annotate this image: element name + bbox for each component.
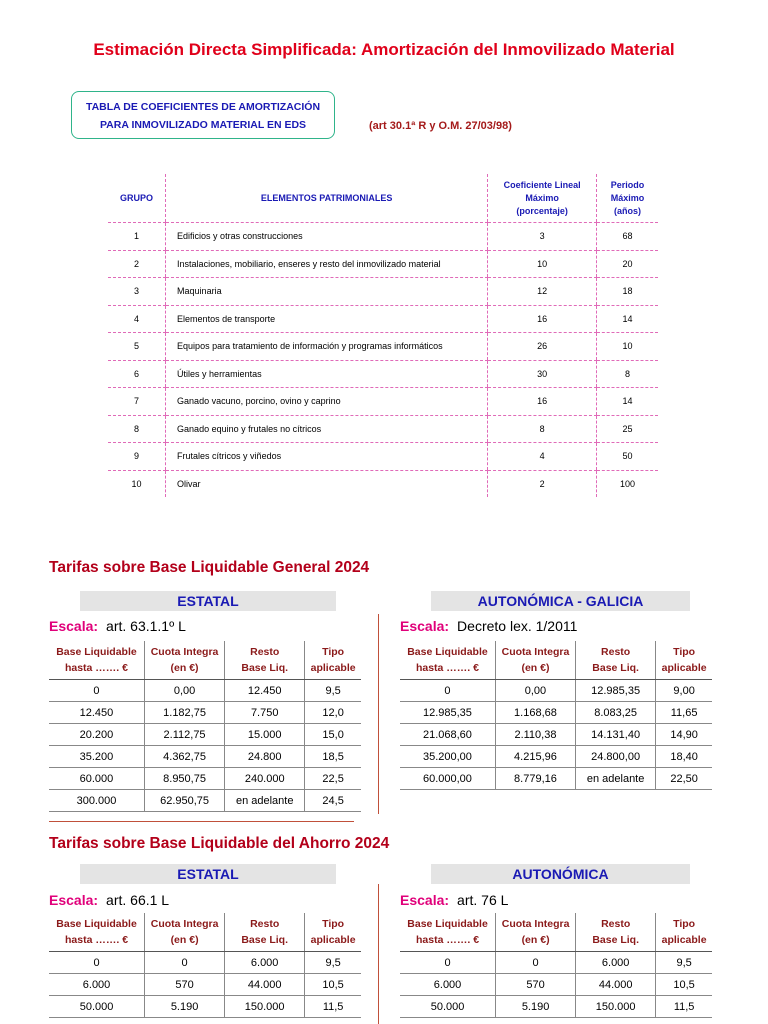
tarifa-header-row bbox=[400, 913, 712, 952]
coefficients-table bbox=[108, 174, 658, 497]
escala-label: Escala: bbox=[400, 892, 450, 908]
table-cell: 6.000 bbox=[49, 974, 145, 996]
grupo-cell: 4 bbox=[108, 305, 166, 333]
grupo-cell: 8 bbox=[108, 415, 166, 443]
escala-label: Escala: bbox=[400, 618, 450, 634]
table-cell: 300.000 bbox=[49, 790, 144, 812]
table-row bbox=[108, 470, 658, 497]
table-cell: 35.200 bbox=[49, 746, 144, 768]
table-cell: 18,40 bbox=[656, 746, 712, 768]
header-coeficiente: Coeficiente Lineal Máximo (porcentaje) bbox=[488, 174, 597, 223]
section-divider bbox=[378, 884, 379, 1024]
table-row bbox=[49, 746, 361, 768]
table-cell: 12.450 bbox=[225, 680, 305, 702]
table-cell: 24.800 bbox=[225, 746, 305, 768]
grupo-cell: 3 bbox=[108, 278, 166, 306]
grupo-cell: 2 bbox=[108, 250, 166, 278]
table-row bbox=[108, 223, 658, 251]
tarifa-column-header: Resto Base Liq. bbox=[225, 641, 305, 680]
coeficiente-cell: 8 bbox=[488, 415, 597, 443]
table-row bbox=[49, 790, 361, 812]
elemento-cell: Útiles y herramientas bbox=[166, 360, 488, 388]
periodo-cell: 100 bbox=[597, 470, 658, 497]
tarifa-column-header: Base Liquidable hasta ……. € bbox=[400, 641, 495, 680]
general-autonomica-band: AUTONÓMICA - GALICIA bbox=[431, 591, 690, 611]
elemento-cell: Maquinaria bbox=[166, 278, 488, 306]
table-cell: 12.985,35 bbox=[400, 702, 495, 724]
tarifa-column-header: Resto Base Liq. bbox=[576, 641, 656, 680]
coeficiente-cell: 26 bbox=[488, 333, 597, 361]
elemento-cell: Elementos de transporte bbox=[166, 305, 488, 333]
general-estatal-table bbox=[49, 641, 361, 812]
table-cell: 11,5 bbox=[656, 996, 712, 1018]
periodo-cell: 14 bbox=[597, 388, 658, 416]
table-cell: 60.000,00 bbox=[400, 768, 495, 790]
table-row bbox=[108, 278, 658, 306]
table-cell: 14,90 bbox=[656, 724, 712, 746]
table-cell: 8.950,75 bbox=[144, 768, 224, 790]
table-row bbox=[49, 702, 361, 724]
table-cell: 570 bbox=[145, 974, 225, 996]
table-cell: en adelante bbox=[576, 768, 656, 790]
table-cell: 0 bbox=[49, 680, 144, 702]
table-row bbox=[49, 768, 361, 790]
table-cell: 5.190 bbox=[145, 996, 225, 1018]
elemento-cell: Ganado vacuno, porcino, ovino y caprino bbox=[166, 388, 488, 416]
general-estatal-escala: Escala: art. 63.1.1º L bbox=[49, 618, 186, 634]
elemento-cell: Edificios y otras construcciones bbox=[166, 223, 488, 251]
header-periodo: Periodo Máximo (años) bbox=[597, 174, 658, 223]
table-row bbox=[400, 996, 712, 1018]
general-estatal-band: ESTATAL bbox=[80, 591, 336, 611]
table-cell: 0 bbox=[400, 952, 496, 974]
table-cell: 50.000 bbox=[400, 996, 496, 1018]
table-cell: 12,0 bbox=[305, 702, 361, 724]
tarifa-column-header: Tipo aplicable bbox=[305, 913, 361, 952]
coef-table-caption-box bbox=[71, 91, 335, 139]
coeficiente-cell: 30 bbox=[488, 360, 597, 388]
table-cell: 11,65 bbox=[656, 702, 712, 724]
tarifa-column-header: Tipo aplicable bbox=[656, 641, 712, 680]
elemento-cell: Instalaciones, mobiliario, enseres y resto del inmovilizado material bbox=[166, 250, 488, 278]
periodo-cell: 18 bbox=[597, 278, 658, 306]
coeficiente-cell: 10 bbox=[488, 250, 597, 278]
ahorro-autonomica-table bbox=[400, 913, 712, 1018]
table-cell: 2.110,38 bbox=[495, 724, 575, 746]
legal-reference: (art 30.1ª R y O.M. 27/03/98) bbox=[369, 120, 512, 132]
table-cell: 0 bbox=[496, 952, 576, 974]
table-cell: 10,5 bbox=[656, 974, 712, 996]
table-cell: 62.950,75 bbox=[144, 790, 224, 812]
coeficiente-cell: 3 bbox=[488, 223, 597, 251]
ahorro-estatal-escala: Escala: art. 66.1 L bbox=[49, 892, 170, 908]
table-row bbox=[108, 443, 658, 471]
ahorro-autonomica-escala: Escala: art. 76 L bbox=[400, 892, 509, 908]
table-row bbox=[108, 388, 658, 416]
grupo-cell: 10 bbox=[131, 478, 142, 489]
table-cell: 9,5 bbox=[656, 952, 712, 974]
table-cell: 44.000 bbox=[576, 974, 656, 996]
ahorro-estatal-band: ESTATAL bbox=[80, 864, 336, 884]
table-cell: 4.215,96 bbox=[495, 746, 575, 768]
table-cell: 8.083,25 bbox=[576, 702, 656, 724]
table-cell: 0 bbox=[400, 680, 495, 702]
table-cell: 6.000 bbox=[400, 974, 496, 996]
table-cell: 15,0 bbox=[305, 724, 361, 746]
table-row bbox=[400, 724, 712, 746]
table-row bbox=[400, 702, 712, 724]
table-cell: 18,5 bbox=[305, 746, 361, 768]
table-cell: 22,5 bbox=[305, 768, 361, 790]
tarifa-header-row bbox=[49, 913, 361, 952]
coefficients-header-row bbox=[108, 174, 658, 223]
coeficiente-cell: 4 bbox=[488, 443, 597, 471]
elemento-cell: Olivar bbox=[166, 470, 488, 497]
periodo-cell: 25 bbox=[597, 415, 658, 443]
table-cell: 24,5 bbox=[305, 790, 361, 812]
ahorro-autonomica-band: AUTONÓMICA bbox=[431, 864, 690, 884]
table-row bbox=[108, 360, 658, 388]
table-cell: 22,50 bbox=[656, 768, 712, 790]
elemento-cell: Equipos para tratamiento de información y programas informáticos bbox=[166, 333, 488, 361]
grupo-cell: 7 bbox=[108, 388, 166, 416]
table-row bbox=[400, 680, 712, 702]
table-cell: 2.112,75 bbox=[144, 724, 224, 746]
tarifa-column-header: Tipo aplicable bbox=[656, 913, 712, 952]
table-cell: 7.750 bbox=[225, 702, 305, 724]
tarifa-column-header: Cuota Integra (en €) bbox=[144, 641, 224, 680]
elemento-cell: Frutales cítricos y viñedos bbox=[166, 443, 488, 471]
table-cell: 8.779,16 bbox=[495, 768, 575, 790]
table-cell: 20.200 bbox=[49, 724, 144, 746]
tarifa-column-header: Resto Base Liq. bbox=[576, 913, 656, 952]
caption-line-1: TABLA DE COEFICIENTES DE AMORTIZACIÓN bbox=[85, 101, 321, 113]
periodo-cell: 68 bbox=[597, 223, 658, 251]
table-row bbox=[400, 768, 712, 790]
periodo-cell: 14 bbox=[597, 305, 658, 333]
table-cell: 11,5 bbox=[305, 996, 361, 1018]
table-row bbox=[108, 305, 658, 333]
table-cell: 1.168,68 bbox=[495, 702, 575, 724]
table-cell: 60.000 bbox=[49, 768, 144, 790]
table-cell: en adelante bbox=[225, 790, 305, 812]
table-cell: 12.985,35 bbox=[576, 680, 656, 702]
table-cell: 0,00 bbox=[144, 680, 224, 702]
table-cell: 21.068,60 bbox=[400, 724, 495, 746]
table-cell: 0,00 bbox=[495, 680, 575, 702]
table-cell: 14.131,40 bbox=[576, 724, 656, 746]
table-cell: 6.000 bbox=[576, 952, 656, 974]
tarifa-column-header: Base Liquidable hasta ……. € bbox=[49, 913, 145, 952]
tarifa-column-header: Cuota Integra (en €) bbox=[496, 913, 576, 952]
table-cell: 9,00 bbox=[656, 680, 712, 702]
table-row bbox=[49, 974, 361, 996]
grupo-cell: 5 bbox=[108, 333, 166, 361]
general-autonomica-escala: Escala: Decreto lex. 1/2011 bbox=[400, 618, 578, 634]
elemento-cell: Ganado equino y frutales no cítricos bbox=[166, 415, 488, 443]
tarifa-column-header: Base Liquidable hasta ……. € bbox=[49, 641, 144, 680]
tarifa-column-header: Cuota Integra (en €) bbox=[495, 641, 575, 680]
table-cell: 50.000 bbox=[49, 996, 145, 1018]
table-cell: 10,5 bbox=[305, 974, 361, 996]
table-cell: 6.000 bbox=[225, 952, 305, 974]
periodo-cell: 8 bbox=[597, 360, 658, 388]
grupo-cell: 6 bbox=[108, 360, 166, 388]
table-cell: 150.000 bbox=[576, 996, 656, 1018]
table-row bbox=[400, 746, 712, 768]
table-cell: 24.800,00 bbox=[576, 746, 656, 768]
table-cell: 1.182,75 bbox=[144, 702, 224, 724]
table-row bbox=[49, 724, 361, 746]
tarifa-header-row bbox=[49, 641, 361, 680]
tarifa-column-header: Cuota Integra (en €) bbox=[145, 913, 225, 952]
header-elementos: ELEMENTOS PATRIMONIALES bbox=[166, 174, 488, 223]
table-cell: 0 bbox=[145, 952, 225, 974]
coeficiente-cell: 16 bbox=[488, 388, 597, 416]
table-cell: 4.362,75 bbox=[144, 746, 224, 768]
table-cell: 150.000 bbox=[225, 996, 305, 1018]
table-row bbox=[108, 333, 658, 361]
table-cell: 15.000 bbox=[225, 724, 305, 746]
table-row bbox=[108, 250, 658, 278]
table-cell: 5.190 bbox=[496, 996, 576, 1018]
periodo-cell: 10 bbox=[597, 333, 658, 361]
header-grupo: GRUPO bbox=[108, 174, 166, 223]
escala-label: Escala: bbox=[49, 892, 99, 908]
coeficiente-cell: 12 bbox=[488, 278, 597, 306]
table-cell: 44.000 bbox=[225, 974, 305, 996]
coeficiente-cell: 16 bbox=[488, 305, 597, 333]
table-cell: 240.000 bbox=[225, 768, 305, 790]
table-cell: 35.200,00 bbox=[400, 746, 495, 768]
general-autonomica-table bbox=[400, 641, 712, 790]
table-row bbox=[49, 996, 361, 1018]
caption-line-2: PARA INMOVILIZADO MATERIAL EN EDS bbox=[99, 119, 307, 131]
table-cell: 0 bbox=[49, 952, 145, 974]
table-row bbox=[400, 952, 712, 974]
ahorro-estatal-table bbox=[49, 913, 361, 1018]
coeficiente-cell: 2 bbox=[488, 470, 597, 497]
ahorro-section-title: Tarifas sobre Base Liquidable del Ahorro 2024 bbox=[49, 835, 390, 852]
horizontal-divider bbox=[49, 821, 354, 822]
escala-label: Escala: bbox=[49, 618, 99, 634]
general-section-title: Tarifas sobre Base Liquidable General 2024 bbox=[49, 559, 370, 576]
tarifa-column-header: Base Liquidable hasta ……. € bbox=[400, 913, 496, 952]
section-divider bbox=[378, 614, 379, 814]
periodo-cell: 50 bbox=[597, 443, 658, 471]
grupo-cell: 1 bbox=[108, 223, 166, 251]
grupo-cell: 9 bbox=[108, 443, 166, 471]
table-cell: 12.450 bbox=[49, 702, 144, 724]
tarifa-header-row bbox=[400, 641, 712, 680]
table-row bbox=[108, 415, 658, 443]
table-cell: 9,5 bbox=[305, 680, 361, 702]
table-row bbox=[400, 974, 712, 996]
table-cell: 9,5 bbox=[305, 952, 361, 974]
table-row bbox=[49, 952, 361, 974]
table-row bbox=[49, 680, 361, 702]
page-title: Estimación Directa Simplificada: Amortización del Inmovilizado Material bbox=[93, 40, 675, 59]
tarifa-column-header: Resto Base Liq. bbox=[225, 913, 305, 952]
periodo-cell: 20 bbox=[597, 250, 658, 278]
tarifa-column-header: Tipo aplicable bbox=[305, 641, 361, 680]
table-cell: 570 bbox=[496, 974, 576, 996]
coefficients-body bbox=[108, 223, 658, 498]
